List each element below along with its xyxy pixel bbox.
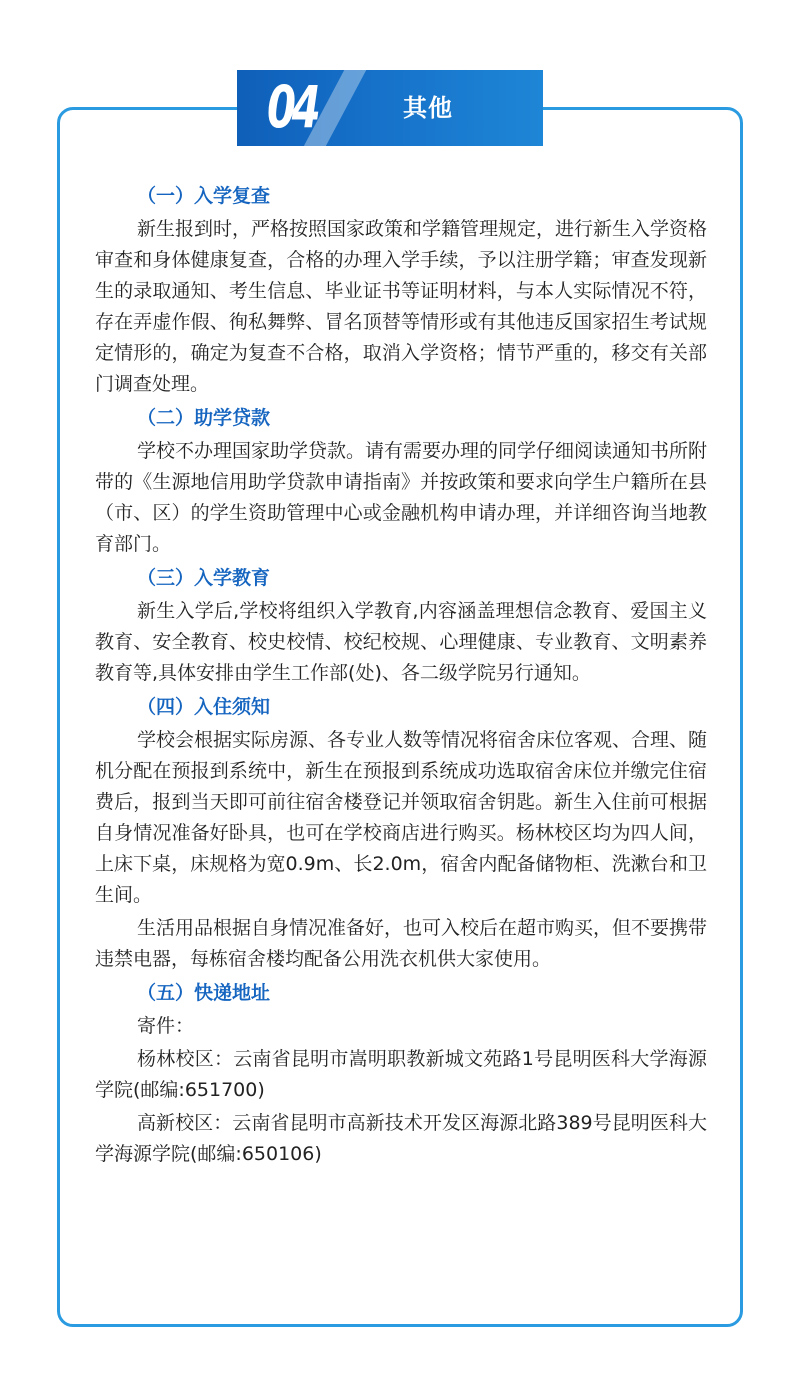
heading-delivery-address: （五）快递地址 bbox=[137, 982, 271, 1004]
paragraph: 生活用品根据自身情况准备好，也可入校后在超市购买，但不要携带违禁电器，每栋宿舍楼均配备公用洗衣机供大家使用。 bbox=[95, 917, 708, 970]
document-body bbox=[95, 178, 707, 1172]
address-gaoxin-campus: 高新校区：云南省昆明市高新技术开发区海源北路389号昆明医科大学海源学院(邮编:650106) bbox=[95, 1112, 707, 1165]
section-header-tab bbox=[237, 70, 543, 146]
heading-student-loan: （二）助学贷款 bbox=[137, 407, 271, 429]
address-yanglin-campus: 杨林校区：云南省昆明市嵩明职教新城文苑路1号昆明医科大学海源学院(邮编:651700) bbox=[95, 1048, 707, 1101]
paragraph: 寄件： bbox=[137, 1015, 195, 1037]
paragraph: 学校不办理国家助学贷款。请有需要办理的同学仔细阅读通知书所附带的《生源地信用助学贷款申请指南》并按政策和要求向学生户籍所在县（市、区）的学生资助管理中心或金融机构申请办理，并详细咨询当地教育部门。 bbox=[95, 440, 708, 555]
heading-enrollment-review: （一）入学复查 bbox=[137, 185, 271, 207]
paragraph: 学校会根据实际房源、各专业人数等情况将宿舍床位客观、合理、随机分配在预报到系统中，新生在预报到系统成功选取宿舍床位并缴完住宿费后，报到当天即可前往宿舍楼登记并领取宿舍钥匙。新生入住前可根据自身情况准备好卧具，也可在学校商店进行购买。杨林校区均为四人间，上床下桌，床规格为宽0.9m、长2.0m，宿舍内配备储物柜、洗漱台和卫生间。 bbox=[95, 729, 708, 906]
heading-accommodation-notice: （四）入住须知 bbox=[137, 696, 271, 718]
section-title: 其他 bbox=[403, 94, 453, 122]
paragraph: 新生报到时，严格按照国家政策和学籍管理规定，进行新生入学资格审查和身体健康复查，合格的办理入学手续，予以注册学籍；审查发现新生的录取通知、考生信息、毕业证书等证明材料，与本人实际情况不符，存在弄虚作假、徇私舞弊、冒名顶替等情形或有其他违反国家招生考试规定情形的，确定为复查不合格，取消入学资格；情节严重的，移交有关部门调查处理。 bbox=[95, 218, 708, 395]
paragraph: 新生入学后,学校将组织入学教育,内容涵盖理想信念教育、爱国主义教育、安全教育、校史校情、校纪校规、心理健康、专业教育、文明素养教育等,具体安排由学生工作部(处)、各二级学院另行通知。 bbox=[95, 600, 707, 684]
section-number: 04 bbox=[267, 73, 317, 141]
heading-enrollment-education: （三）入学教育 bbox=[137, 567, 271, 589]
